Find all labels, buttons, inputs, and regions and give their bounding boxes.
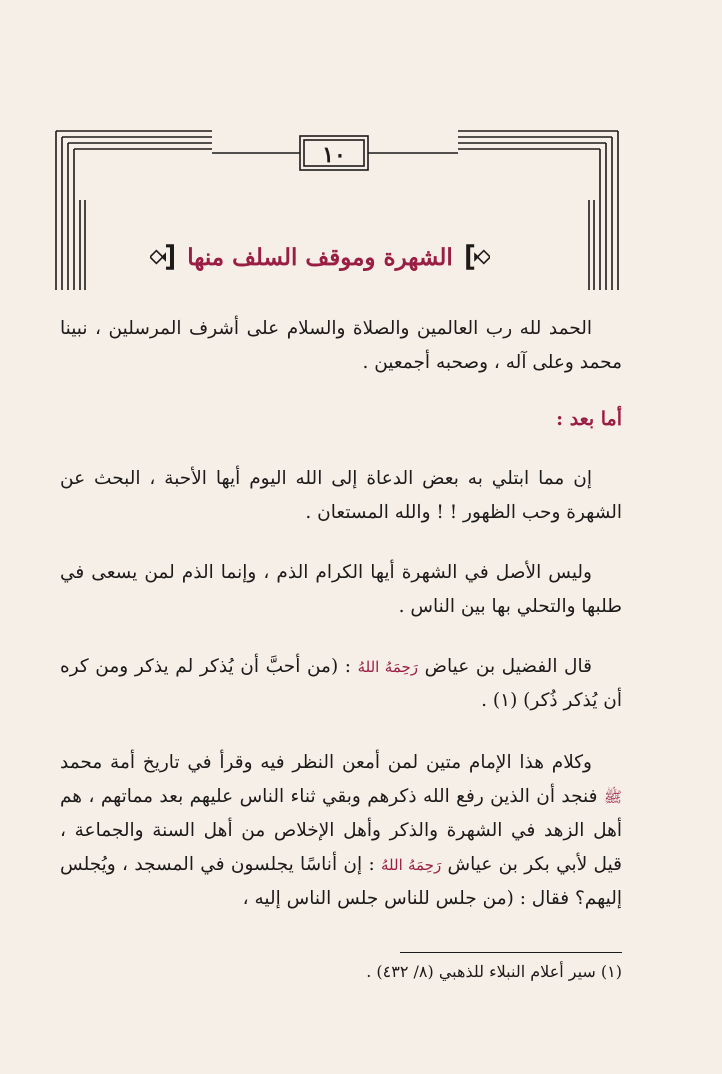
ornament-left-icon — [150, 237, 177, 277]
paragraph: وليس الأصل في الشهرة أيها الكرام الذم ، وإنما الذم لمن يسعى في طلبها والتحلي بها بين الناس . — [60, 562, 622, 617]
footnote-divider — [400, 952, 622, 953]
page-number: ١٠ — [322, 142, 346, 168]
final-paragraph — [60, 746, 622, 916]
sub-heading: أما بعد : — [556, 408, 622, 430]
final-text-3: : إن أناسًا يجلسون في المسجد ، ويُجلس إليهم؟ فقال : (من جلس للناس جلس الناس إليه ، — [60, 854, 622, 909]
paragraph: إن مما ابتلي به بعض الدعاة إلى الله اليوم أيها الأحبة ، البحث عن الشهرة وحب الظهور ! ! والله المستعان . — [60, 468, 622, 523]
final-text-2: فنجد أن الذين رفع الله ذكرهم وبقي ثناء الناس عليهم بعد مماتهم ، هم أهل الزهد في الشهرة والذكر وأهل الإخلاص من أهل السنة والجماعة ، قيل لأبي بكر بن عياش — [60, 786, 622, 875]
ornament-right-icon — [463, 237, 490, 277]
salutation: ﷺ — [603, 788, 622, 806]
honorific: رَحِمَهُ اللهُ — [381, 856, 442, 874]
chapter-heading — [150, 234, 490, 280]
paragraph: الحمد لله رب العالمين والصلاة والسلام على أشرف المرسلين ، نبينا محمد وعلى آله ، وصحبه أجمعين . — [60, 318, 622, 373]
paragraph-2-block — [60, 462, 622, 530]
chapter-title: الشهرة وموقف السلف منها — [187, 243, 453, 271]
quote-text: : (من أحبَّ أن يُذكر لم يذكر ومن كره أن يُذكر ذُكر) (١) . — [60, 656, 622, 711]
honorific: رَحِمَهُ اللهُ — [357, 658, 419, 676]
quote-intro: قال الفضيل بن عياض — [424, 656, 592, 677]
paragraph-intro — [60, 312, 622, 380]
quote-paragraph — [60, 650, 622, 718]
final-text-1: وكلام هذا الإمام متين لمن أمعن النظر فيه وقرأ في تاريخ أمة محمد — [60, 752, 592, 773]
paragraph-3-block — [60, 556, 622, 624]
footnote: (١) سير أعلام النبلاء للذهبي (٨/ ٤٣٢) . — [366, 962, 622, 981]
